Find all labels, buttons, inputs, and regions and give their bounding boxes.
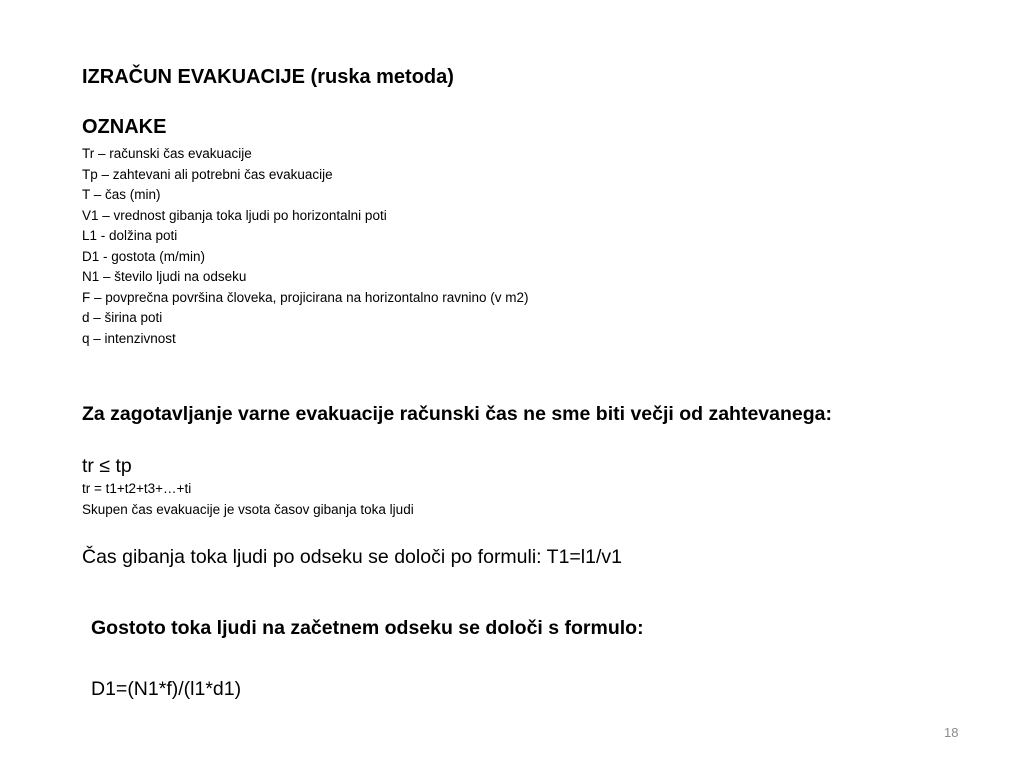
inequality-formula: tr ≤ tp xyxy=(82,455,132,477)
legend-item: Tp – zahtevani ali potrebni čas evakuacije xyxy=(82,166,333,182)
legend-item: L1 - dolžina poti xyxy=(82,228,178,243)
sum-description: Skupen čas evakuacije je vsota časov gibanja toka ljudi xyxy=(82,502,414,517)
legend-list xyxy=(82,144,528,349)
legend-item: Tr – računski čas evakuacije xyxy=(82,146,252,161)
time-formula: Čas gibanja toka ljudi po odseku se določi po formuli: T1=l1/v1 xyxy=(82,546,623,568)
safety-condition-heading: Za zagotavljanje varne evakuacije računski čas ne sme biti večji od zahtevanega: xyxy=(82,403,833,425)
legend-item: F – povprečna površina človeka, projicirana na horizontalno ravnino (v m2) xyxy=(82,289,529,305)
legend-item: T – čas (min) xyxy=(82,187,161,202)
legend-item: D1 - gostota (m/min) xyxy=(82,248,206,264)
legend-heading: OZNAKE xyxy=(82,116,167,138)
page-number: 18 xyxy=(944,725,959,740)
slide-title: IZRAČUN EVAKUACIJE (ruska metoda) xyxy=(82,66,454,88)
legend-item: N1 – število ljudi na odseku xyxy=(82,269,247,284)
density-formula: D1=(N1*f)/(l1*d1) xyxy=(91,678,242,700)
legend-item: q – intenzivnost xyxy=(82,330,176,346)
density-heading: Gostoto toka ljudi na začetnem odseku se določi s formulo: xyxy=(91,617,644,639)
sum-formula: tr = t1+t2+t3+…+ti xyxy=(82,481,192,496)
legend-item: d – širina poti xyxy=(82,310,163,325)
legend-item: V1 – vrednost gibanja toka ljudi po horizontalni poti xyxy=(82,207,387,223)
